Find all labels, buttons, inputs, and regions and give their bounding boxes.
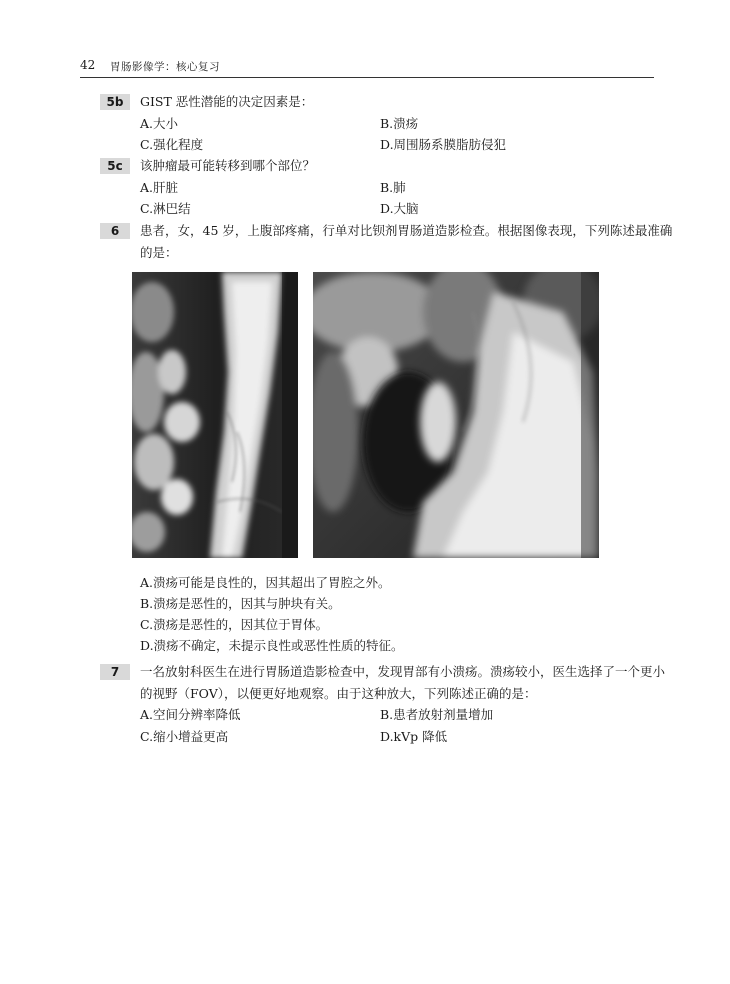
option-7-c: C.缩小增益更高 bbox=[140, 729, 229, 744]
option-5b-d: D.周围肠系膜脂肪侵犯 bbox=[380, 137, 507, 152]
option-6-b: B.溃疡是恶性的，因其与肿块有关。 bbox=[140, 596, 341, 611]
option-5b-a: A.大小 bbox=[140, 116, 179, 131]
option-5b-b: B.溃疡 bbox=[380, 116, 419, 131]
barium-radiograph-right bbox=[313, 272, 599, 558]
page-number: 42 bbox=[80, 58, 96, 72]
option-7-a: A.空间分辨率降低 bbox=[140, 707, 241, 722]
question-number-5b: 5b bbox=[100, 94, 130, 110]
header-rule bbox=[80, 77, 654, 78]
option-5c-c: C.淋巴结 bbox=[140, 201, 191, 216]
question-number-5c: 5c bbox=[100, 158, 130, 174]
option-5b-c: C.强化程度 bbox=[140, 137, 204, 152]
question-number-6: 6 bbox=[100, 223, 130, 239]
option-6-c: C.溃疡是恶性的，因其位于胃体。 bbox=[140, 617, 329, 632]
running-title: 胃肠影像学：核心复习 bbox=[110, 61, 220, 73]
running-header bbox=[80, 58, 654, 76]
barium-radiograph-left bbox=[132, 272, 298, 558]
option-5c-a: A.肝脏 bbox=[140, 180, 179, 195]
question-number-7: 7 bbox=[100, 664, 130, 680]
question-text-7-line1: 一名放射科医生在进行胃肠道造影检查中，发现胃部有小溃疡。溃疡较小，医生选择了一个更小 bbox=[140, 664, 666, 679]
option-7-b: B.患者放射剂量增加 bbox=[380, 707, 494, 722]
option-5c-d: D.大脑 bbox=[380, 201, 419, 216]
question-text-6-line1: 患者，女，45 岁，上腹部疼痛，行单对比钡剂胃肠道造影检查。根据图像表现，下列陈述最准确 bbox=[140, 223, 673, 238]
question-text-5b: GIST 恶性潜能的决定因素是： bbox=[140, 94, 314, 109]
option-6-d: D.溃疡不确定，未提示良性或恶性性质的特征。 bbox=[140, 638, 404, 653]
question-text-7-line2: 的视野（FOV），以便更好地观察。由于这种放大，下列陈述正确的是： bbox=[140, 686, 537, 701]
question-text-5c: 该肿瘤最可能转移到哪个部位？ bbox=[140, 158, 316, 173]
question-text-6-line2: 的是： bbox=[140, 245, 178, 260]
option-5c-b: B.肺 bbox=[380, 180, 406, 195]
option-7-d: D.kVp 降低 bbox=[380, 729, 448, 744]
option-6-a: A.溃疡可能是良性的，因其超出了胃腔之外。 bbox=[140, 575, 391, 590]
